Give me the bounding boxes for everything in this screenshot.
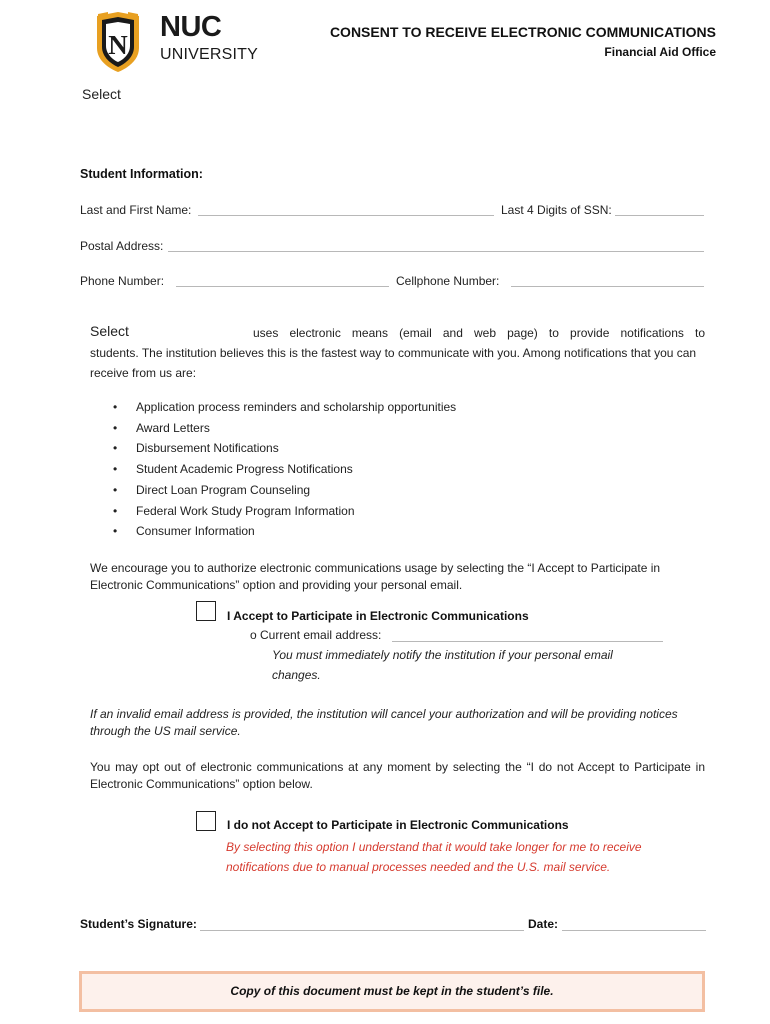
decline-label: I do not Accept to Participate in Electronic Communications — [227, 818, 569, 832]
list-item: • Consumer Information — [110, 521, 456, 542]
phone-label: Phone Number: — [80, 274, 165, 288]
ssn-label: Last 4 Digits of SSN: — [501, 203, 612, 217]
cellphone-label: Cellphone Number: — [396, 274, 500, 288]
postal-address-label: Postal Address: — [80, 239, 164, 253]
logo-name: NUC — [160, 11, 222, 43]
institution-select-field[interactable]: Select — [90, 323, 129, 339]
footer-notice-text: Copy of this document must be kept in the student’s file. — [230, 984, 554, 998]
decline-warning-note: By selecting this option I understand that it would take longer for me to receive notifications due to manual processes needed and the U.S. mail service. — [226, 840, 642, 874]
logo-letter: N — [108, 30, 128, 60]
intro-first-line: uses electronic means (email and web page) to provide notifications to — [253, 326, 705, 340]
student-info-heading: Student Information: — [80, 167, 203, 181]
shield-logo-icon — [94, 10, 142, 74]
top-select-field[interactable]: Select — [82, 86, 121, 102]
accept-label: I Accept to Participate in Electronic Communications — [227, 609, 529, 623]
name-label: Last and First Name: — [80, 203, 192, 217]
invalid-email-note: If an invalid email address is provided, the institution will cancel your authorization and will be providing notices through the US mail service. — [90, 707, 678, 738]
opt-out-paragraph: You may opt out of electronic communications at any moment by selecting the “I do not Accept to Participate in Electronic Communications” option below. — [90, 760, 705, 791]
accept-checkbox[interactable] — [196, 601, 216, 621]
footer-notice-box — [79, 971, 705, 1012]
date-label: Date: — [528, 917, 559, 931]
ssn-input-line[interactable] — [615, 215, 704, 216]
list-item: • Application process reminders and scholarship opportunities — [110, 397, 456, 418]
email-input-line[interactable] — [392, 641, 663, 642]
email-label: o Current email address: — [250, 628, 382, 642]
list-item: • Student Academic Progress Notifications — [110, 459, 456, 480]
document-title: CONSENT TO RECEIVE ELECTRONIC COMMUNICATIONS — [329, 24, 716, 40]
list-item: • Disbursement Notifications — [110, 438, 456, 459]
document-subtitle: Financial Aid Office — [604, 45, 716, 59]
list-item: • Federal Work Study Program Information — [110, 501, 456, 522]
signature-input-line[interactable] — [200, 930, 524, 931]
signature-label: Student’s Signature: — [80, 917, 197, 931]
email-change-note: You must immediately notify the institution if your personal email changes. — [272, 648, 613, 682]
postal-address-input-line[interactable] — [168, 251, 704, 252]
name-input-line[interactable] — [198, 215, 494, 216]
intro-paragraph: students. The institution believes this is the fastest way to communicate with you. Among notifications that you can receive from us are: — [90, 346, 697, 380]
logo-subname: UNIVERSITY — [160, 46, 259, 63]
list-item: • Award Letters — [110, 418, 456, 439]
phone-input-line[interactable] — [176, 286, 389, 287]
decline-checkbox[interactable] — [196, 811, 216, 831]
encourage-paragraph: We encourage you to authorize electronic communications usage by selecting the “I Accept to Participate in Electronic Communications” option and providing your personal email. — [90, 561, 661, 592]
cellphone-input-line[interactable] — [511, 286, 704, 287]
date-input-line[interactable] — [562, 930, 706, 931]
list-item: • Direct Loan Program Counseling — [110, 480, 456, 501]
notifications-list — [110, 397, 456, 542]
